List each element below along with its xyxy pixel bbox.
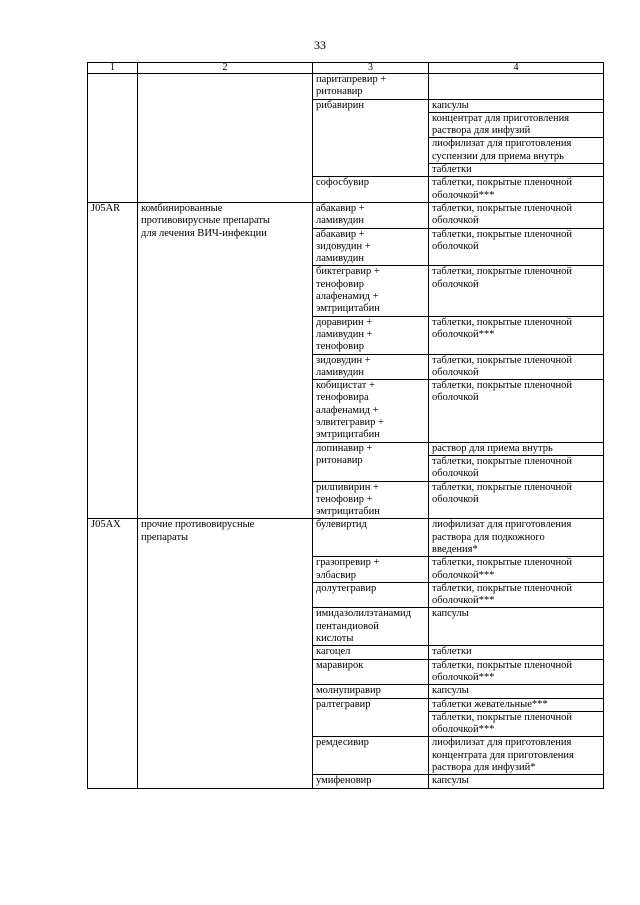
dosage-form-cell-text: капсулы: [432, 99, 469, 111]
dosage-form-cell-text: таблетки, покрытые пленочной оболочкой***: [432, 659, 573, 683]
drug-name-cell: [313, 228, 429, 266]
dosage-form-cell: [429, 455, 604, 481]
drug-name-cell-text: кагоцел: [316, 646, 351, 658]
dosage-form-cell: [429, 737, 604, 775]
dosage-form-cell: [429, 711, 604, 737]
drug-name-cell: [313, 99, 429, 177]
group-name-cell: [138, 202, 313, 518]
drug-name-cell: [313, 698, 429, 737]
dosage-form-cell-text: капсулы: [432, 608, 469, 620]
drug-name-cell-text: доравирин + ламивудин + тенофовир: [316, 316, 373, 353]
drug-name-cell: [313, 354, 429, 380]
dosage-form-cell: [429, 228, 604, 266]
atc-code-cell-text: J05AX: [91, 519, 121, 531]
drug-name-cell: [313, 737, 429, 775]
dosage-form-cell-text: таблетки, покрытые пленочной оболочкой***: [432, 316, 573, 340]
dosage-form-cell: [429, 266, 604, 316]
drug-name-cell: [313, 557, 429, 583]
group-name-cell-text: комбинированные противовирусные препараты для лечения ВИЧ-инфекции: [141, 202, 270, 239]
dosage-form-cell-text: таблетки, покрытые пленочной оболочкой***: [432, 177, 573, 201]
drug-name-cell-text: биктегравир + тенофовир алафенамид + эмтрицитабин: [316, 266, 380, 315]
dosage-form-cell: [429, 380, 604, 442]
dosage-form-cell: [429, 608, 604, 646]
atc-code-cell: [88, 74, 138, 203]
drug-name-cell-text: рилпивирин + тенофовир + эмтрицитабин: [316, 481, 380, 518]
drug-name-cell: [313, 74, 429, 100]
dosage-form-cell: [429, 557, 604, 583]
dosage-form-cell-text: лиофилизат для приготовления раствора для подкожного введения*: [432, 519, 572, 555]
drug-name-cell-text: ремдесивир: [316, 737, 369, 749]
drug-name-cell-text: кобицистат + тенофовира алафенамид + элвитегравир + эмтрицитабин: [316, 380, 384, 441]
table-row: [88, 74, 604, 100]
table-row: [88, 519, 604, 557]
drug-name-cell: [313, 481, 429, 519]
dosage-form-cell-text: концентрат для приготовления раствора для инфузий: [432, 112, 570, 137]
drug-name-cell-text: рибавирин: [316, 99, 364, 111]
dosage-form-cell: [429, 775, 604, 788]
group-name-cell: [138, 74, 313, 203]
atc-code-cell: [88, 202, 138, 518]
group-name-cell: [138, 519, 313, 788]
drug-name-cell: [313, 316, 429, 354]
table-row: [88, 202, 604, 228]
atc-code-cell-text: J05AR: [91, 202, 121, 214]
dosage-form-cell-text: таблетки, покрытые пленочной оболочкой***: [432, 711, 573, 736]
drug-name-cell-text: абакавир + зидовудин + ламивудин: [316, 228, 371, 265]
drug-name-cell: [313, 266, 429, 316]
dosage-form-cell: [429, 685, 604, 698]
dosage-form-cell: [429, 74, 604, 100]
drug-name-cell-text: абакавир + ламивудин: [316, 202, 365, 227]
drug-name-cell: [313, 202, 429, 228]
drug-name-cell-text: ралтегравир: [316, 698, 371, 710]
drug-name-cell: [313, 582, 429, 608]
dosage-form-cell: [429, 138, 604, 164]
dosage-form-cell: [429, 202, 604, 228]
dosage-form-cell-text: раствор для приема внутрь: [432, 442, 553, 454]
dosage-form-cell: [429, 646, 604, 659]
dosage-form-cell-text: таблетки, покрытые пленочной оболочкой: [432, 354, 573, 378]
drug-name-cell: [313, 646, 429, 659]
dosage-form-cell-text: лиофилизат для приготовления концентрата для приготовления раствора для инфузий*: [432, 737, 574, 774]
dosage-form-cell: [429, 112, 604, 138]
header-cell: 3: [313, 63, 429, 74]
drug-name-cell: [313, 380, 429, 442]
dosage-form-cell-text: таблетки, покрытые пленочной оболочкой***: [432, 557, 573, 581]
dosage-form-cell-text: таблетки, покрытые пленочной оболочкой: [432, 380, 573, 404]
drug-name-cell-text: лопинавир + ритонавир: [316, 442, 373, 466]
drug-name-cell: [313, 442, 429, 481]
drug-name-cell-text: зидовудин + ламивудин: [316, 354, 371, 378]
dosage-form-cell-text: капсулы: [432, 775, 469, 787]
drug-name-cell: [313, 775, 429, 788]
dosage-form-cell-text: капсулы: [432, 685, 469, 697]
header-cell: 1: [88, 63, 138, 74]
dosage-form-cell: [429, 698, 604, 711]
header-row: [88, 63, 604, 74]
dosage-form-cell: [429, 177, 604, 203]
dosage-form-cell: [429, 99, 604, 112]
dosage-form-cell: [429, 316, 604, 354]
dosage-form-cell-text: таблетки, покрытые пленочной оболочкой: [432, 202, 573, 227]
drug-name-cell-text: маравирок: [316, 659, 364, 671]
page-number: 33: [314, 38, 326, 52]
dosage-form-cell-text: лиофилизат для приготовления суспензии для приема внутрь: [432, 138, 572, 162]
atc-code-cell: [88, 519, 138, 788]
dosage-form-cell-text: таблетки, покрытые пленочной оболочкой: [432, 228, 573, 252]
drug-name-cell: [313, 177, 429, 203]
drug-name-cell: [313, 519, 429, 557]
dosage-form-cell: [429, 519, 604, 557]
drug-name-cell: [313, 608, 429, 646]
header-cell: 2: [138, 63, 313, 74]
dosage-form-cell-text: таблетки, покрытые пленочной оболочкой: [432, 455, 573, 480]
dosage-form-cell-text: таблетки, покрытые пленочной оболочкой: [432, 481, 573, 505]
dosage-form-cell: [429, 164, 604, 177]
drug-name-cell-text: гразопревир + элбасвир: [316, 557, 380, 581]
drug-name-cell: [313, 685, 429, 698]
dosage-form-cell-text: таблетки: [432, 164, 472, 176]
dosage-form-cell-text: таблетки, покрытые пленочной оболочкой: [432, 266, 573, 290]
drug-name-cell-text: булевиртид: [316, 519, 367, 531]
dosage-form-cell: [429, 582, 604, 608]
dosage-form-cell: [429, 481, 604, 519]
header-cell: 4: [429, 63, 604, 74]
dosage-form-cell-text: таблетки: [432, 646, 472, 658]
dosage-form-cell: [429, 442, 604, 455]
drug-name-cell-text: умифеновир: [316, 775, 372, 787]
dosage-form-cell: [429, 659, 604, 685]
dosage-form-cell: [429, 354, 604, 380]
group-name-cell-text: прочие противовирусные препараты: [141, 519, 255, 543]
drug-name-cell: [313, 659, 429, 685]
drug-name-cell-text: молнупиравир: [316, 685, 381, 697]
drug-name-cell-text: долутегравир: [316, 582, 377, 594]
dosage-form-cell-text: таблетки жевательные***: [432, 698, 548, 710]
dosage-form-cell-text: таблетки, покрытые пленочной оболочкой***: [432, 582, 573, 607]
drug-name-cell-text: паритапревир + ритонавир: [316, 74, 387, 98]
drug-table: [87, 62, 604, 789]
drug-name-cell-text: имидазолилэтанамид пентандиовой кислоты: [316, 608, 411, 645]
drug-name-cell-text: софосбувир: [316, 177, 370, 189]
